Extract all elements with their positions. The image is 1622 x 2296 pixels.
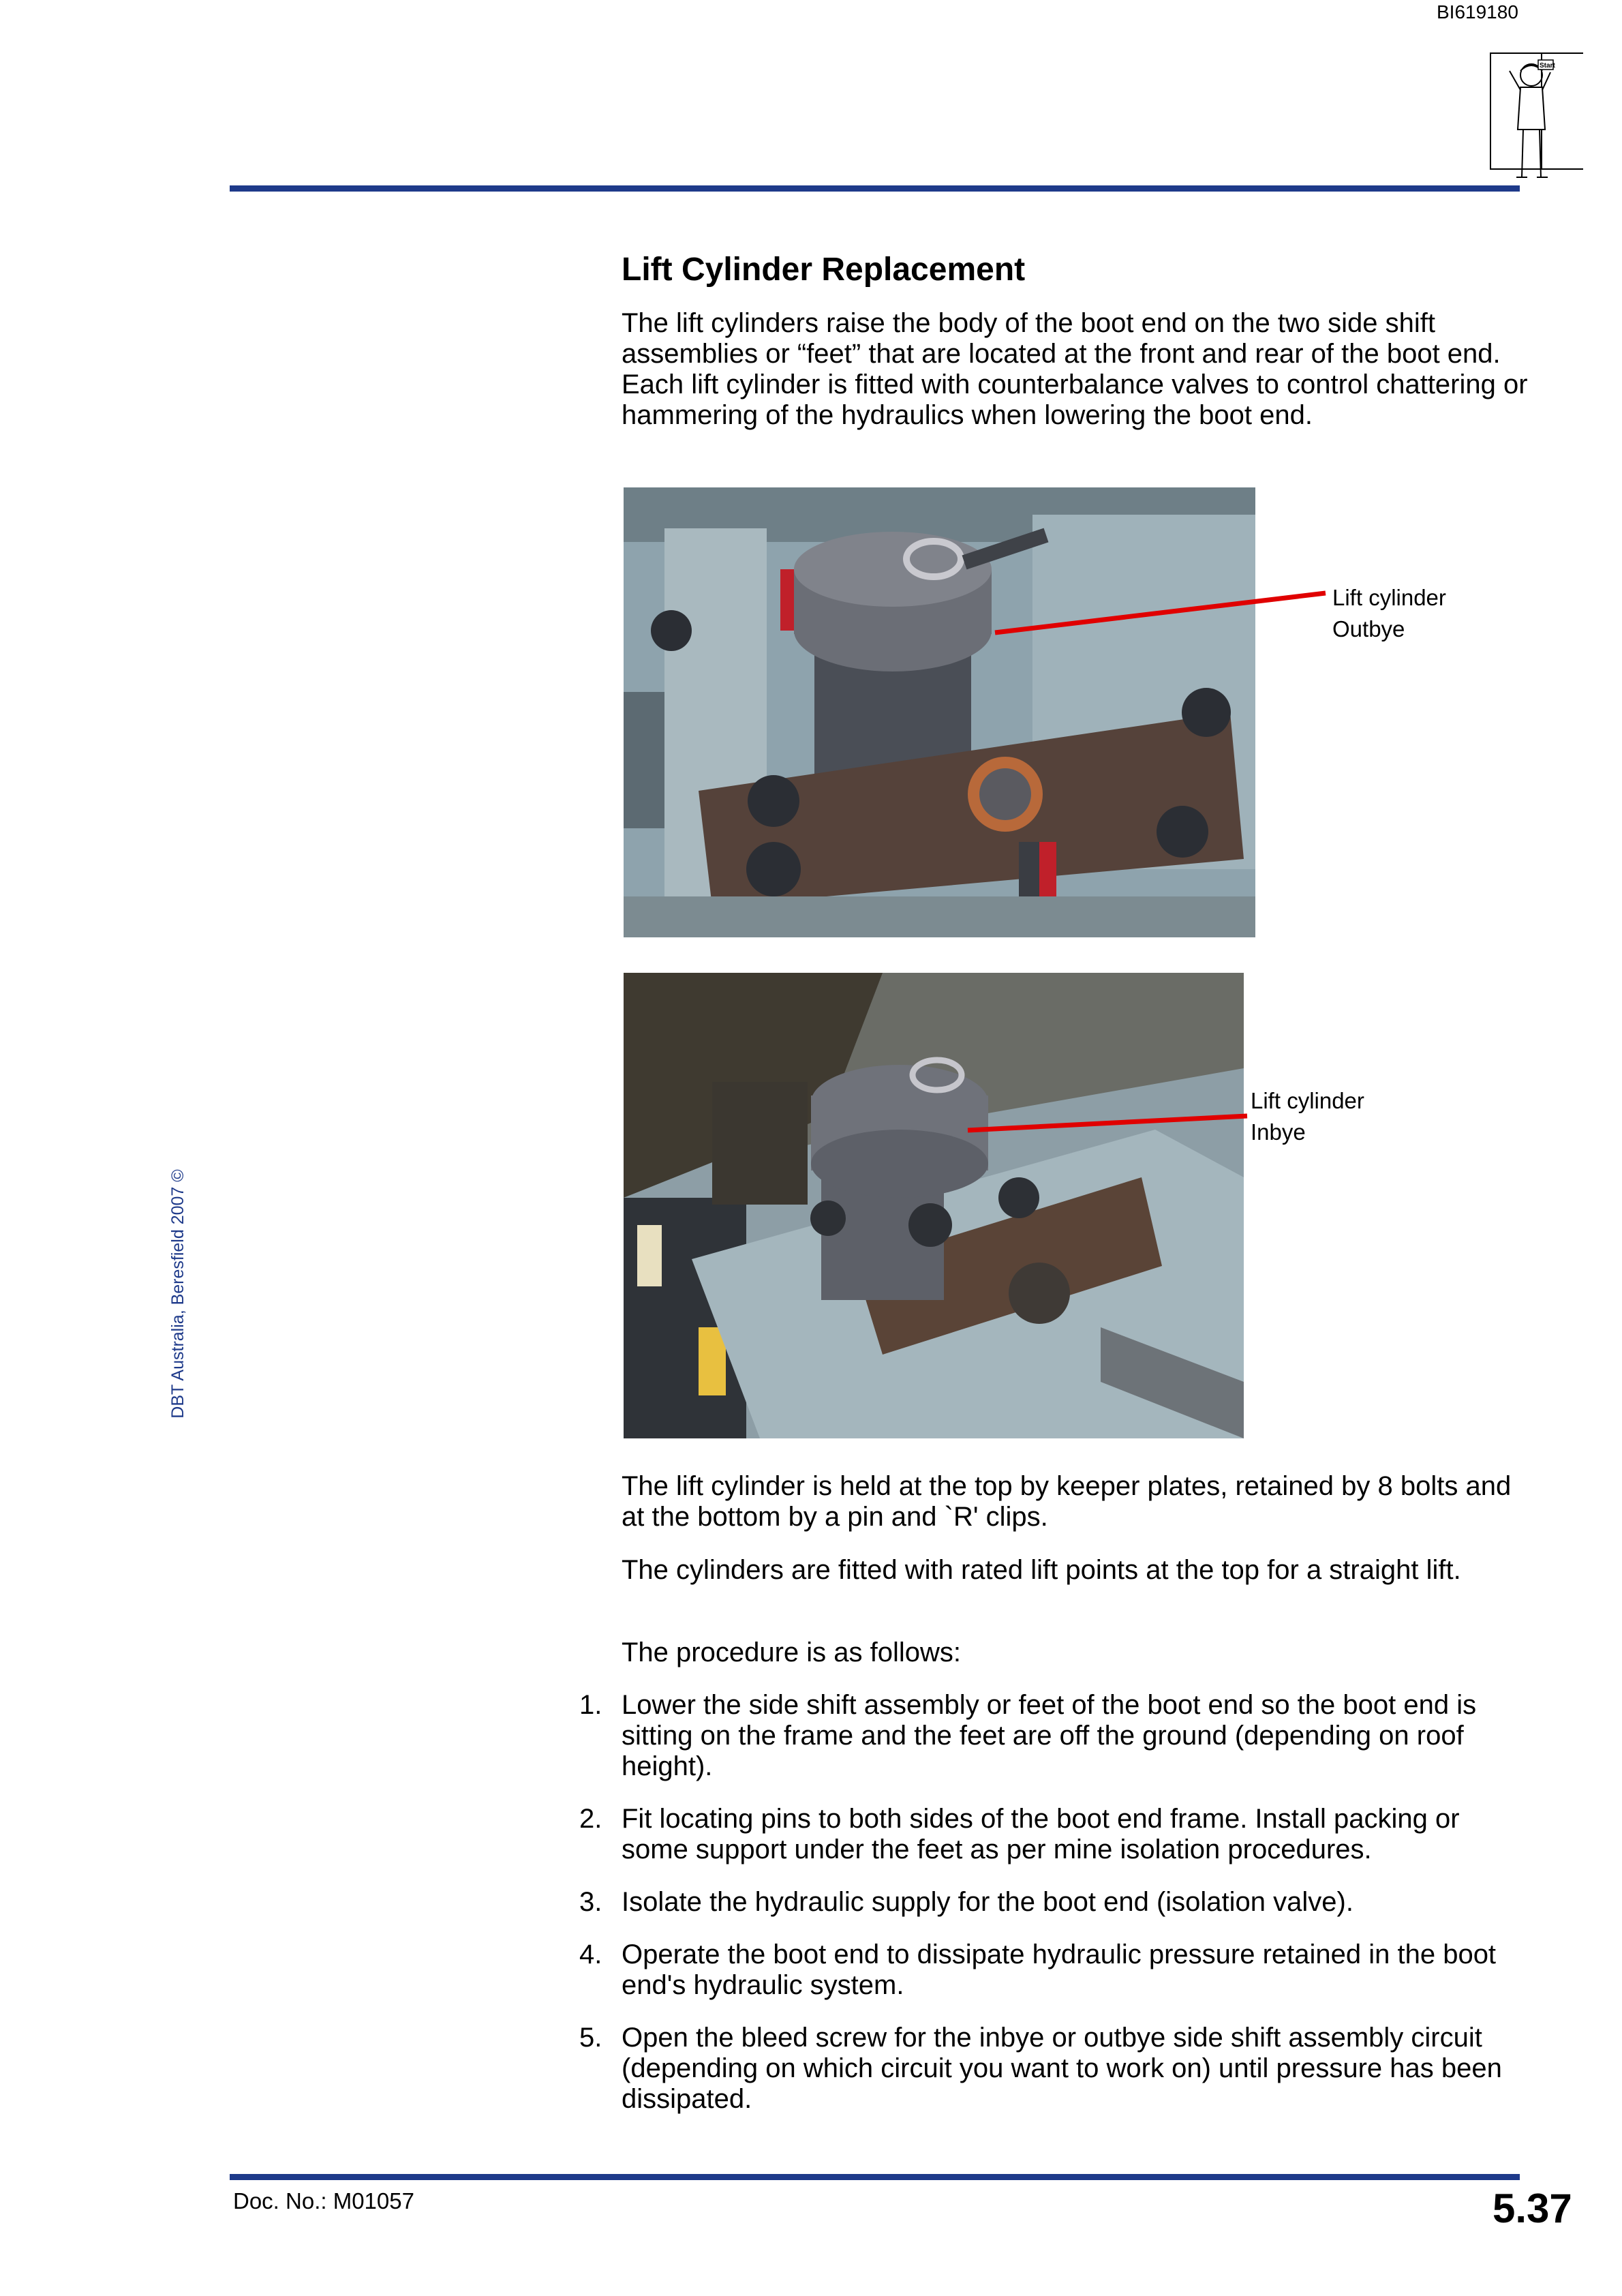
step-number: 4. [579, 1939, 602, 1969]
callout-line-inbye [961, 1108, 1254, 1162]
section-title: Lift Cylinder Replacement [622, 252, 1026, 288]
procedure-step-2 [579, 1804, 1530, 1865]
procedure-steps [579, 1690, 1530, 2136]
copyright-notice: DBT Australia, Beresfield 2007 © [168, 1169, 187, 1419]
callout-inbye-line2: Inbye [1251, 1119, 1306, 1145]
document-number: Doc. No.: M01057 [233, 2188, 414, 2214]
body-paragraph-keeper: The lift cylinder is held at the top by keeper plates, retained by 8 bolts and at the bottom by a pin and `R' clips. [622, 1471, 1512, 1532]
callout-inbye-label [1251, 1085, 1364, 1148]
callout-line-outbye [981, 573, 1336, 641]
step-number: 1. [579, 1690, 602, 1720]
start-label: Start [1540, 62, 1555, 70]
footer-rule [230, 2174, 1520, 2180]
step-text: Fit locating pins to both sides of the boot end frame. Install packing or some support under the feet as per mine isolation procedures. [622, 1804, 1460, 1864]
step-number: 2. [579, 1804, 602, 1834]
procedure-step-5 [579, 2023, 1530, 2115]
lift-cylinder-outbye-photo [624, 487, 1255, 937]
step-text: Open the bleed screw for the inbye or outbye side shift assembly circuit (depending on which circuit you want to work on) until pressure has been dissipated. [622, 2023, 1502, 2114]
procedure-step-4 [579, 1939, 1530, 2001]
callout-outbye-line2: Outbye [1332, 616, 1405, 641]
body-paragraph-lift-points: The cylinders are fitted with rated lift points at the top for a straight lift. [622, 1555, 1461, 1585]
body-paragraph-procedure: The procedure is as follows: [622, 1637, 962, 1667]
start-figure-icon [1489, 48, 1585, 184]
lift-cylinder-inbye-photo [624, 973, 1244, 1438]
step-text: Isolate the hydraulic supply for the boot end (isolation valve). [622, 1887, 1353, 1917]
step-text: Operate the boot end to dissipate hydraulic pressure retained in the boot end's hydraulic system. [622, 1939, 1497, 2000]
header-rule [230, 185, 1520, 192]
procedure-step-3 [579, 1887, 1530, 1918]
document-id: BI619180 [1437, 1, 1518, 22]
step-number: 3. [579, 1887, 602, 1917]
callout-outbye-line1: Lift cylinder [1332, 585, 1446, 610]
step-number: 5. [579, 2023, 602, 2053]
intro-paragraph: The lift cylinders raise the body of the boot end on the two side shift assemblies or “feet” that are located at the front and rear of the boot end. Each lift cylinder is fitted with counterbalance valves to control chattering or hammering of the hydraulics when lowering the boot end. [622, 308, 1528, 430]
procedure-step-1 [579, 1690, 1530, 1782]
callout-outbye-label [1332, 582, 1446, 645]
step-text: Lower the side shift assembly or feet of the boot end so the boot end is sitting on the frame and the feet are off the ground (depending on roof height). [622, 1690, 1477, 1781]
page-number: 5.37 [1493, 2186, 1572, 2231]
callout-inbye-line1: Lift cylinder [1251, 1088, 1364, 1113]
